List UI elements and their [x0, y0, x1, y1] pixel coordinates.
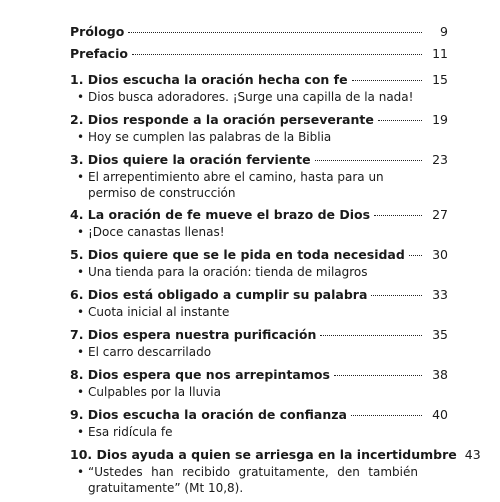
chapter-subentry [70, 169, 448, 201]
bullet-icon: • [77, 465, 85, 479]
page-number: 15 [432, 72, 448, 87]
chapter-subentry [70, 89, 448, 105]
subentry-text: El carro descarrilado [88, 345, 212, 359]
toc-chapter-6[interactable] [70, 287, 448, 327]
bullet-icon: • [77, 265, 85, 279]
entry-title: Prólogo [70, 24, 125, 39]
chapter-title: 3. Dios quiere la oración ferviente [70, 152, 311, 167]
dot-leader [409, 255, 422, 256]
bullet-icon: • [77, 225, 85, 239]
chapter-subentry [70, 424, 448, 440]
toc-chapter-4[interactable] [70, 207, 448, 247]
chapter-title: 1. Dios escucha la oración hecha con fe [70, 72, 348, 87]
chapter-subentry [70, 384, 448, 400]
page-number: 27 [432, 207, 448, 222]
subentry-text: Culpables por la lluvia [88, 385, 221, 399]
page-number: 43 [464, 447, 481, 462]
page-number: 35 [432, 327, 448, 342]
toc-chapter-8[interactable] [70, 367, 448, 407]
bullet-icon: • [77, 305, 85, 319]
chapter-subentry [70, 264, 448, 280]
chapter-subentry [70, 129, 448, 145]
chapter-title: 8. Dios espera que nos arrepintamos [70, 367, 330, 382]
dot-leader [320, 335, 422, 336]
entry-title: Prefacio [70, 46, 128, 61]
chapter-title: 5. Dios quiere que se le pida en toda necesidad [70, 247, 405, 262]
dot-leader [378, 120, 422, 121]
bullet-icon: • [77, 170, 85, 184]
dot-leader [334, 375, 422, 376]
page-number: 9 [440, 24, 448, 39]
chapter-title: 7. Dios espera nuestra purificación [70, 327, 317, 342]
chapter-title: 9. Dios escucha la oración de confianza [70, 407, 347, 422]
bullet-icon: • [77, 130, 85, 144]
subentry-text: Esa ridícula fe [88, 425, 173, 439]
dot-leader [351, 415, 422, 416]
toc-chapter-9[interactable] [70, 407, 448, 447]
toc-chapter-5[interactable] [70, 247, 448, 287]
table-of-contents [70, 24, 481, 502]
page-number: 33 [432, 287, 448, 302]
dot-leader [128, 32, 422, 33]
subentry-text: Dios busca adoradores. ¡Surge una capilla de la nada! [88, 90, 414, 104]
dot-leader [374, 215, 422, 216]
chapter-subentry [70, 344, 448, 360]
chapter-subentry [70, 224, 448, 240]
chapter-subentry [70, 304, 448, 320]
chapter-title: 4. La oración de fe mueve el brazo de Dios [70, 207, 371, 222]
subentry-text: Hoy se cumplen las palabras de la Biblia [88, 130, 332, 144]
chapter-title: 10. Dios ayuda a quien se arriesga en la incertidumbre [70, 447, 457, 462]
chapter-subentry [70, 464, 448, 496]
toc-chapter-2[interactable] [70, 112, 448, 152]
toc-entry-prefacio[interactable] [70, 46, 448, 72]
subentry-text: El arrepentimiento abre el camino, hasta para un permiso de construcción [88, 170, 384, 200]
bullet-icon: • [77, 345, 85, 359]
page-number: 19 [432, 112, 448, 127]
chapter-title: 6. Dios está obligado a cumplir su palabra [70, 287, 368, 302]
page-number: 23 [432, 152, 448, 167]
toc-chapter-1[interactable] [70, 72, 448, 112]
bullet-icon: • [77, 90, 85, 104]
subentry-text: “Ustedes han recibido gratuitamente, den también gratuitamente” (Mt 10,8). [88, 465, 418, 495]
toc-chapter-7[interactable] [70, 327, 448, 367]
toc-chapter-10[interactable] [70, 447, 481, 502]
dot-leader [315, 160, 422, 161]
subentry-text: Una tienda para la oración: tienda de milagros [88, 265, 368, 279]
chapter-title: 2. Dios responde a la oración perseverante [70, 112, 374, 127]
dot-leader [371, 295, 422, 296]
bullet-icon: • [77, 385, 85, 399]
dot-leader [352, 80, 422, 81]
dot-leader [132, 54, 422, 55]
toc-chapter-3[interactable] [70, 152, 448, 207]
page-number: 40 [432, 407, 448, 422]
subentry-text: Cuota inicial al instante [88, 305, 230, 319]
page-number: 30 [432, 247, 448, 262]
bullet-icon: • [77, 425, 85, 439]
toc-entry-prologo[interactable] [70, 24, 448, 46]
page-number: 11 [432, 46, 448, 61]
subentry-text: ¡Doce canastas llenas! [88, 225, 225, 239]
page-number: 38 [432, 367, 448, 382]
